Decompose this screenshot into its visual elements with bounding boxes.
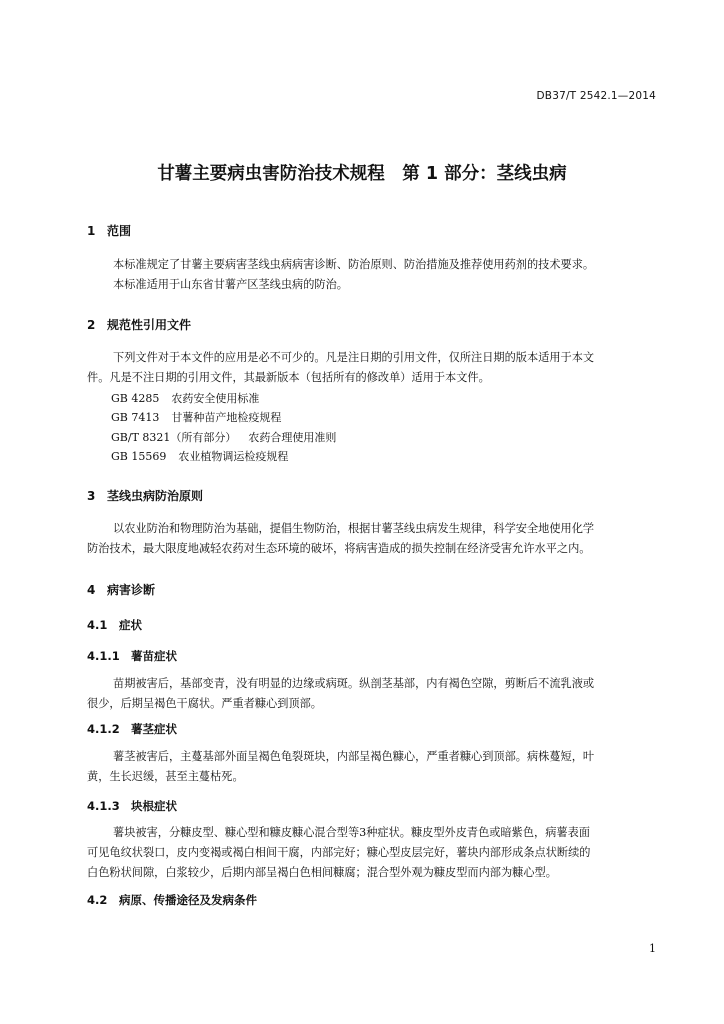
section-number: 4.1.2 — [87, 722, 120, 736]
reference-item — [111, 429, 336, 445]
section-number: 4.2 — [87, 893, 108, 907]
reference-item — [111, 409, 281, 425]
section-4-1-heading — [87, 617, 142, 633]
reference-name: 农药合理使用准则 — [248, 431, 337, 444]
section-title: 范围 — [107, 224, 132, 238]
section-number: 1 — [87, 224, 96, 238]
reference-name: 农业植物调运检疫规程 — [178, 450, 289, 463]
paragraph-line: 黄，生长迟缓，甚至主蔓枯死。 — [87, 770, 244, 783]
section-title: 规范性引用文件 — [107, 318, 192, 332]
section-title: 薯苗症状 — [131, 649, 177, 663]
paragraph-line: 薯茎被害后，主蔓基部外面呈褐色龟裂斑块，内部呈褐色糠心，严重者糠心到顶部。病株蔓短，叶 — [113, 750, 595, 763]
reference-code: GB 7413 — [111, 411, 160, 424]
paragraph-line: 下列文件对于本文件的应用是必不可少的。凡是注日期的引用文件，仅所注日期的版本适用于本文 — [113, 351, 595, 364]
paragraph-line: 苗期被害后，基部变青，没有明显的边缘或病斑。纵剖茎基部，内有褐色空隙，剪断后不流乳液或 — [113, 677, 595, 690]
reference-item — [111, 390, 259, 406]
section-title: 症状 — [119, 618, 142, 632]
section-4-1-1-body — [87, 674, 657, 714]
section-1-body — [87, 255, 657, 295]
reference-code: GB/T 8321（所有部分） — [111, 431, 237, 444]
section-4-2-heading — [87, 892, 257, 908]
reference-code: GB 4285 — [111, 392, 160, 405]
section-1-heading — [87, 222, 131, 239]
section-title: 茎线虫病防治原则 — [107, 489, 204, 503]
section-number: 4.1.1 — [87, 649, 120, 663]
paragraph-line: 以农业防治和物理防治为基础，提倡生物防治，根据甘薯茎线虫病发生规律，科学安全地使用化学 — [113, 522, 595, 535]
section-3-heading — [87, 487, 203, 504]
reference-item — [111, 448, 288, 464]
paragraph-line: 很少，后期呈褐色干腐状。严重者糠心到顶部。 — [87, 697, 322, 710]
section-4-1-1-heading — [87, 648, 177, 664]
paragraph-line: 本标准适用于山东省甘薯产区茎线虫病的防治。 — [113, 278, 348, 291]
section-4-1-2-body — [87, 747, 657, 787]
section-4-heading — [87, 581, 155, 598]
standard-number: DB37/T 2542.1—2014 — [536, 90, 656, 102]
section-title: 块根症状 — [131, 799, 177, 813]
document-title: 甘薯主要病虫害防治技术规程 第 1 部分：茎线虫病 — [157, 164, 567, 184]
section-number: 4 — [87, 583, 96, 597]
section-4-1-2-heading — [87, 721, 177, 737]
section-number: 3 — [87, 489, 96, 503]
section-4-1-3-body — [87, 823, 657, 883]
paragraph-line: 薯块被害，分糠皮型、糠心型和糠皮糠心混合型等3种症状。糠皮型外皮青色或暗紫色，病薯表面 — [113, 826, 590, 839]
section-3-body — [87, 519, 657, 559]
section-number: 2 — [87, 318, 96, 332]
reference-name: 农药安全使用标准 — [171, 392, 260, 405]
paragraph-line: 防治技术，最大限度地减轻农药对生态环境的破坏，将病害造成的损失控制在经济受害允许水平之内。 — [87, 542, 591, 555]
section-number: 4.1.3 — [87, 799, 120, 813]
paragraph-line: 可见龟纹状裂口，皮内变褐或褐白相间干腐，内部完好；糠心型皮层完好，薯块内部形成条点状断续的 — [87, 846, 591, 859]
section-2-body — [87, 348, 657, 388]
section-4-1-3-heading — [87, 798, 177, 814]
section-2-heading — [87, 316, 191, 333]
paragraph-line: 本标准规定了甘薯主要病害茎线虫病病害诊断、防治原则、防治措施及推荐使用药剂的技术要求。 — [113, 258, 595, 271]
section-number: 4.1 — [87, 618, 108, 632]
paragraph-line: 件。凡是不注日期的引用文件，其最新版本（包括所有的修改单）适用于本文件。 — [87, 371, 490, 384]
section-title: 病害诊断 — [107, 583, 156, 597]
page-number: 1 — [649, 942, 656, 955]
reference-name: 甘薯种苗产地检疫规程 — [171, 411, 282, 424]
paragraph-line: 白色粉状间隙，白浆较少，后期内部呈褐白色相间糠腐；混合型外观为糠皮型而内部为糠心型。 — [87, 866, 557, 879]
reference-code: GB 15569 — [111, 450, 167, 463]
section-title: 薯茎症状 — [131, 722, 177, 736]
section-title: 病原、传播途径及发病条件 — [119, 893, 257, 907]
